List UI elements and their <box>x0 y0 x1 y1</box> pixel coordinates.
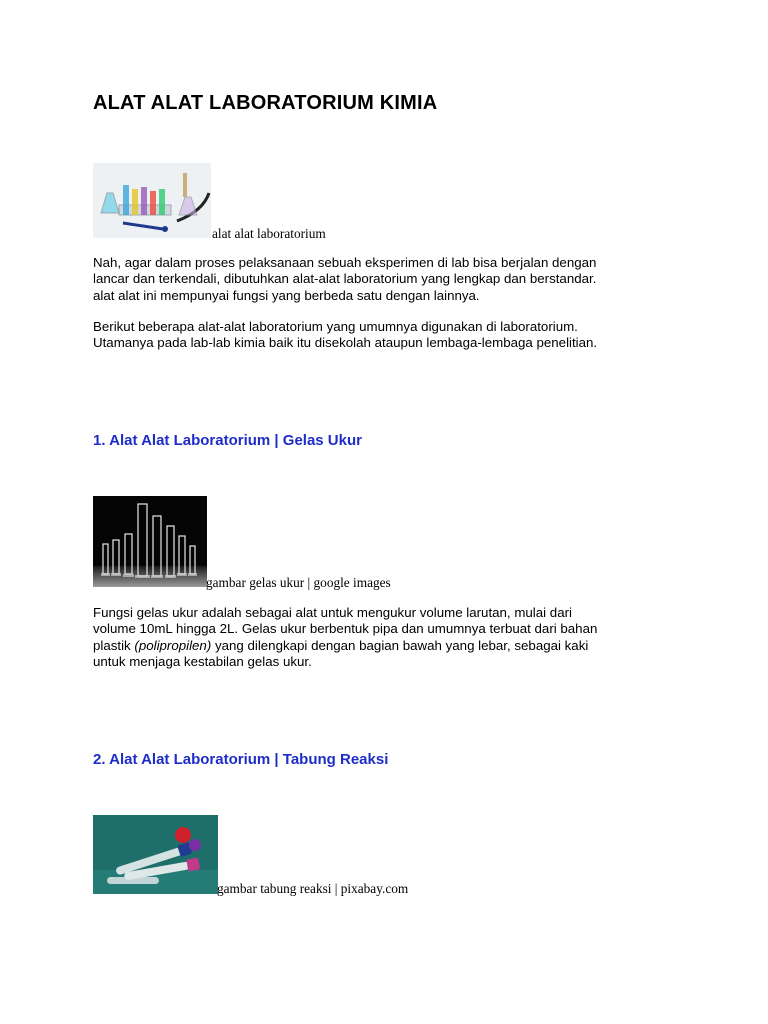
intro-paragraph-2 <box>93 319 683 352</box>
gelas-ukur-image <box>93 496 207 587</box>
text-line: volume 10mL hingga 2L. Gelas ukur berbentuk pipa dan umumnya terbuat dari bahan <box>93 621 598 637</box>
text-line: Utamanya pada lab-lab kimia baik itu disekolah ataupun lembaga-lembaga penelitian. <box>93 335 598 351</box>
text-line: Nah, agar dalam proses pelaksanaan sebuah eksperimen di lab bisa berjalan dengan <box>93 255 597 270</box>
measuring-cylinders-illustration <box>93 496 207 587</box>
test-tubes-illustration <box>93 815 218 894</box>
tabung-reaksi-image <box>93 815 218 894</box>
lab-equipment-illustration <box>93 163 211 238</box>
text-line: untuk menjaga kestabilan gelas ukur. <box>93 654 312 670</box>
emphasis-text: (polipropilen) <box>134 637 212 653</box>
image-caption: gambar gelas ukur | google images <box>206 575 391 590</box>
text-line: Berikut beberapa alat-alat laboratorium yang umumnya digunakan di laboratorium. <box>93 319 578 334</box>
section-heading-tabung-reaksi: 2. Alat Alat Laboratorium | Tabung Reaksi <box>93 751 389 768</box>
page-title: ALAT ALAT LABORATORIUM KIMIA <box>93 92 438 114</box>
section-heading-gelas-ukur: 1. Alat Alat Laboratorium | Gelas Ukur <box>93 432 362 449</box>
image-caption: gambar tabung reaksi | pixabay.com <box>217 881 409 896</box>
intro-paragraph-1 <box>93 255 683 304</box>
gelas-ukur-paragraph <box>93 605 683 671</box>
text-line: lancar dan terkendali, dibutuhkan alat-alat laboratorium yang lengkap dan berstandar. <box>93 271 597 287</box>
text-line: alat alat ini mempunyai fungsi yang berbeda satu dengan lainnya. <box>93 287 480 303</box>
text-line <box>93 638 683 654</box>
text-fragment: plastik <box>93 637 135 653</box>
text-line: Fungsi gelas ukur adalah sebagai alat untuk mengukur volume larutan, mulai dari <box>93 605 572 620</box>
lab-equipment-image <box>93 163 211 238</box>
image-caption: alat alat laboratorium <box>212 226 326 241</box>
text-fragment: yang dilengkapi dengan bagian bawah yang lebar, sebagai kaki <box>211 637 589 653</box>
